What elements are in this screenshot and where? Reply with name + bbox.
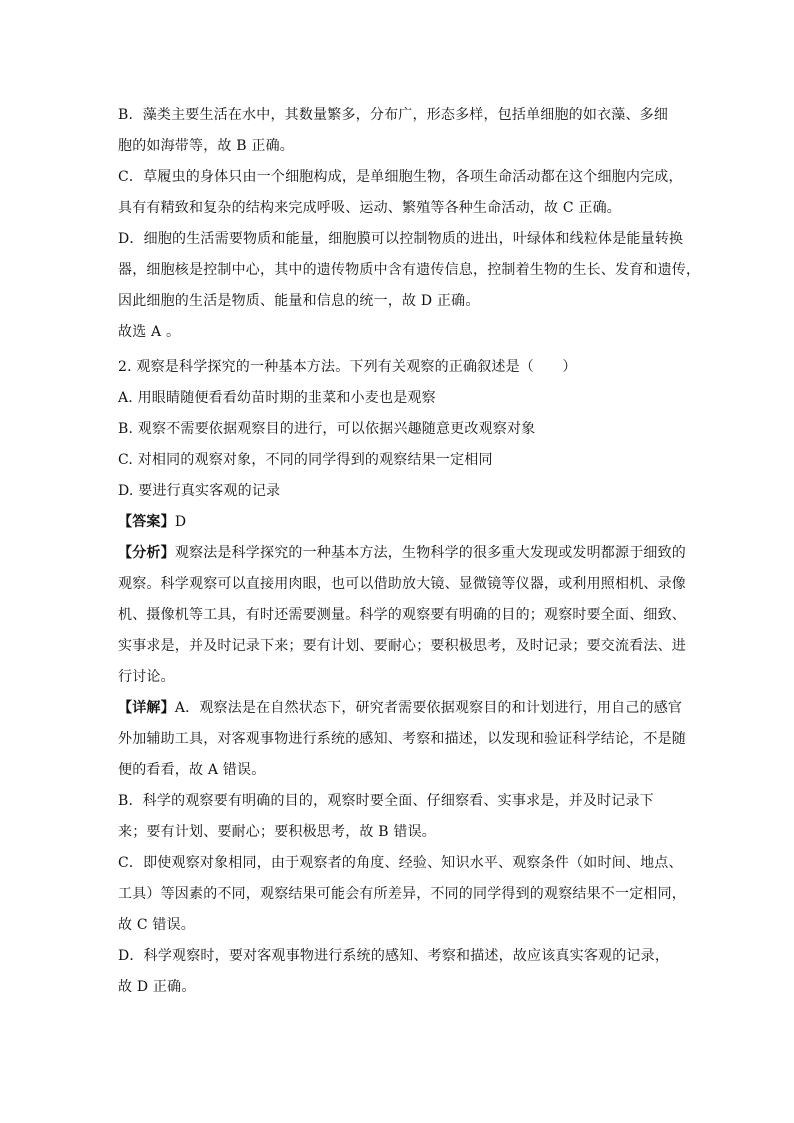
analysis-line-1 <box>118 538 687 569</box>
answer-line <box>118 507 683 538</box>
detail-line-5: 来；要有计划、要耐心；要积极思考，故 B 错误。 <box>118 824 436 840</box>
question-2-stem: 2. 观察是科学探究的一种基本方法。下列有关观察的正确叙述是（ ） <box>118 359 577 375</box>
option-d-explanation-line-1: D．细胞的生活需要物质和能量，细胞膜可以控制物质的进出，叶绿体和线粒体是能量转换 <box>118 231 684 247</box>
detail-line-3: 便的看看，故 A 错误。 <box>118 762 266 778</box>
analysis-text-1: 观察法是科学探究的一种基本方法，生物科学的很多重大发现或发明都源于细致的 <box>174 545 687 561</box>
option-c-explanation-line-1: C．草履虫的身体只由一个细胞构成，是单细胞生物，各项生命活动都在这个细胞内完成， <box>118 169 683 185</box>
answer-label: 【答案】 <box>118 514 175 530</box>
detail-line-7: 工具）等因素的不同，观察结果可能会有所差异，不同的同学得到的观察结果不一定相同， <box>118 886 686 902</box>
detail-line-1 <box>118 693 683 724</box>
question-2-option-d: D. 要进行真实客观的记录 <box>118 483 281 499</box>
option-d-explanation-line-3: 因此细胞的生活是物质、能量和信息的统一，故 D 正确。 <box>118 293 480 309</box>
detail-label: 【详解】 <box>118 700 175 716</box>
option-b-explanation-line-1: B．藻类主要生活在水中，其数量繁多，分布广，形态多样，包括单细胞的如衣藻、多细 <box>118 107 669 123</box>
option-d-explanation-line-2: 器，细胞核是控制中心，其中的遗传物质中含有遗传信息，控制着生物的生长、发育和遗传， <box>118 262 701 278</box>
detail-line-10: 故 D 正确。 <box>118 979 196 995</box>
analysis-line-2: 观察。科学观察可以直接用肉眼，也可以借助放大镜、显微镜等仪器，或利用照相机、录像 <box>118 576 686 592</box>
analysis-line-3: 机、摄像机等工具，有时还需要测量。科学的观察要有明确的目的；观察时要全面、细致、 <box>118 607 686 623</box>
question-2-option-a: A. 用眼睛随便看看幼苗时期的韭菜和小麦也是观察 <box>118 390 436 406</box>
question-2-option-c: C. 对相同的观察对象，不同的同学得到的观察结果一定相同 <box>118 452 493 468</box>
option-c-explanation-line-2: 具有有精致和复杂的结构来完成呼吸、运动、繁殖等各种生命活动，故 C 正确。 <box>118 200 622 216</box>
final-choice-line: 故选 A 。 <box>118 324 181 340</box>
analysis-line-5: 行讨论。 <box>118 669 175 685</box>
option-b-explanation-line-2: 胞的如海带等，故 B 正确。 <box>118 138 294 154</box>
detail-line-4: B．科学的观察要有明确的目的，观察时要全面、仔细察看、实事求是，并及时记录下 <box>118 793 654 809</box>
detail-line-9: D．科学观察时，要对客观事物进行系统的感知、考察和描述，故应该真实客观的记录， <box>118 948 670 964</box>
document-page <box>118 100 701 1003</box>
detail-line-2: 外加辅助工具，对客观事物进行系统的感知、考察和描述，以发现和验证科学结论，不是随 <box>118 731 686 747</box>
question-2-option-b: B. 观察不需要依据观察目的进行，可以依据兴趣随意更改观察对象 <box>118 421 536 437</box>
analysis-label: 【分析】 <box>118 545 175 561</box>
analysis-line-4: 实事求是，并及时记录下来；要有计划、要耐心；要积极思考，及时记录；要交流看法、进 <box>118 638 686 654</box>
detail-text-1: A．观察法是在自然状态下，研究者需要依据观察目的和计划进行，用自己的感官 <box>174 700 683 716</box>
answer-value: D <box>174 514 187 530</box>
detail-line-8: 故 C 错误。 <box>118 917 196 933</box>
detail-line-6: C．即使观察对象相同，由于观察者的角度、经验、知识水平、观察条件（如时间、地点、 <box>118 855 683 871</box>
